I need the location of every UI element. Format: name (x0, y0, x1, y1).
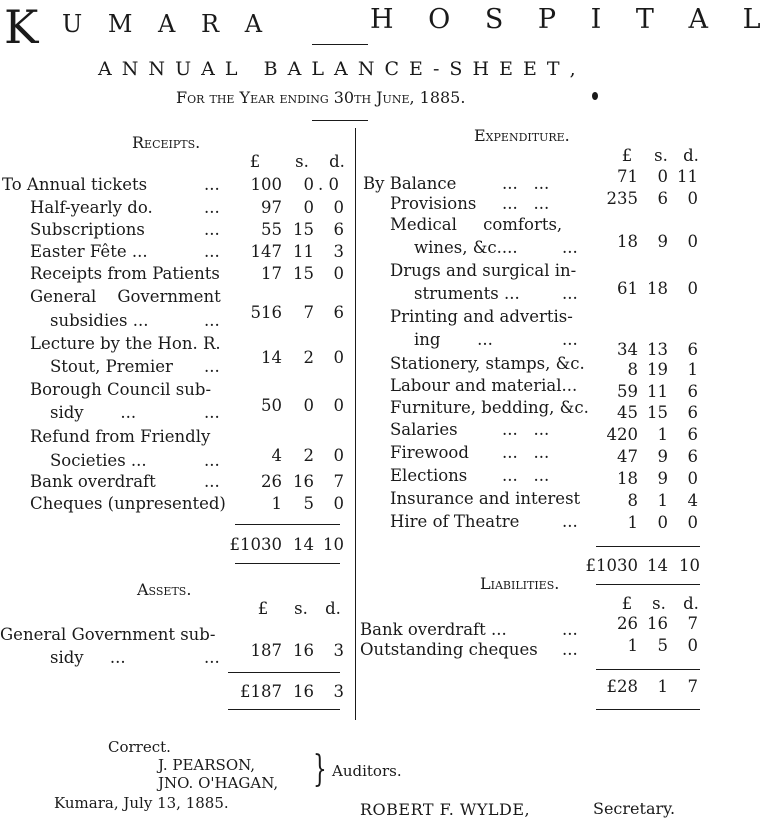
period-rule (312, 120, 368, 121)
leader-dots: ... ... (502, 174, 550, 193)
expenditure-label: Furniture, bedding, &c. (390, 398, 589, 417)
liabilities-total-shillings: 1 (657, 677, 668, 696)
receipts-total-shillings: 14 (293, 535, 314, 554)
assets-col-shillings: s. (294, 599, 308, 618)
leader-dots: ... (562, 620, 578, 639)
assets-col-pounds: £ (257, 599, 269, 618)
liabilities-total-rule-bottom (596, 709, 700, 710)
leader-dots: ... (562, 512, 578, 531)
pence-value: 6 (687, 382, 698, 401)
pounds-value: 147 (250, 242, 282, 261)
shillings-value: 16 (647, 614, 668, 633)
pounds-value: 50 (261, 396, 282, 415)
auditor-name-2: JNO. O'HAGAN, (158, 774, 279, 792)
pounds-value: 34 (617, 340, 638, 359)
secretary-name: ROBERT F. WYLDE, (360, 800, 531, 819)
liabilities-total-rule-top (596, 669, 700, 670)
leader-dots: ... (204, 311, 220, 330)
leader-dots: ... ... (502, 420, 550, 439)
pounds-value: 100 (250, 175, 282, 194)
leader-dots: ... (204, 357, 220, 376)
pounds-value: 97 (261, 198, 282, 217)
receipts-heading: Receipts. (132, 133, 201, 152)
pence-value: 6 (333, 220, 344, 239)
pounds-value: 1 (627, 636, 638, 655)
shillings-value: 1 (657, 425, 668, 444)
shillings-value: 0 (657, 513, 668, 532)
pounds-value: 187 (250, 641, 282, 660)
pence-value: 6 (687, 447, 698, 466)
leader-dots: ... (204, 242, 220, 261)
pounds-value: 18 (617, 469, 638, 488)
liabilities-heading: Liabilities. (480, 574, 560, 593)
expenditure-label: Printing and advertis- (390, 307, 573, 326)
leader-dots: ... (204, 648, 220, 667)
pence-value: 0 (333, 396, 344, 415)
shillings-value: 0 (303, 175, 314, 194)
title-word-kumara: U M A R A (62, 10, 272, 38)
shillings-value: 0 (657, 167, 668, 186)
liabilities-total-pence: 7 (687, 677, 698, 696)
assets-label-cont: sidy ... (50, 648, 126, 667)
pence-value: 7 (687, 614, 698, 633)
pounds-value: 55 (261, 220, 282, 239)
receipts-label: Bank overdraft (30, 472, 156, 491)
shillings-value: 9 (657, 447, 668, 466)
shillings-value: 9 (657, 232, 668, 251)
expenditure-total-rule-top (596, 546, 700, 547)
leader-dots: ... (562, 238, 578, 257)
expenditure-total-pence: 10 (679, 556, 700, 575)
pounds-value: 61 (617, 279, 638, 298)
expenditure-label: Provisions (390, 194, 477, 213)
leader-dots: ... (204, 472, 220, 491)
assets-label: General Government sub- (0, 625, 216, 644)
shillings-value: 19 (647, 360, 668, 379)
secretary-title: Secretary. (593, 799, 676, 818)
receipts-label: To Annual tickets (2, 175, 148, 194)
receipts-label: General Government (30, 287, 221, 306)
title-rule (312, 44, 368, 45)
expenditure-label: By Balance (363, 174, 457, 193)
document-period: For the Year ending 30th June, 1885. (176, 88, 466, 107)
expenditure-label: Stationery, stamps, &c. (390, 354, 585, 373)
pounds-value: 59 (617, 382, 638, 401)
leader-dots: ... ... (502, 443, 550, 462)
expenditure-col-pence: d. (683, 146, 699, 165)
pence-value: 0 (687, 469, 698, 488)
shillings-value: 15 (293, 220, 314, 239)
pence-value: 0 (333, 198, 344, 217)
document-subtitle: A N N U A L B A L A N C E - S H E E T , (98, 58, 578, 80)
assets-col-pence: d. (325, 599, 341, 618)
expenditure-label: Medical comforts, (390, 215, 563, 234)
expenditure-total-pounds: £1030 (585, 556, 638, 575)
shillings-value: 6 (657, 189, 668, 208)
pence-value: 0 (687, 189, 698, 208)
pounds-value: 18 (617, 232, 638, 251)
liabilities-col-pence: d. (683, 594, 699, 613)
title-word-hospital: H O S P I T A L (370, 4, 774, 35)
pence-value: 0 (687, 232, 698, 251)
pence-value: 0 (333, 446, 344, 465)
assets-total-pence: 3 (333, 682, 344, 701)
shillings-value: 7 (303, 303, 314, 322)
receipts-label-cont: subsidies ... (50, 311, 149, 330)
pounds-value: 4 (271, 446, 282, 465)
pounds-value: 14 (261, 348, 282, 367)
correct-label: Correct. (108, 738, 171, 756)
pence-value: 11 (677, 167, 698, 186)
pounds-value: 516 (250, 303, 282, 322)
shillings-value: 5 (303, 494, 314, 513)
liabilities-label: Bank overdraft ... (360, 620, 507, 639)
pounds-value: 71 (617, 167, 638, 186)
leader-dots: ... ... (502, 194, 550, 213)
receipts-total-rule-bottom (235, 563, 340, 564)
assets-total-shillings: 16 (293, 682, 314, 701)
shillings-value: 16 (293, 472, 314, 491)
receipts-label: Lecture by the Hon. R. (30, 334, 221, 353)
receipts-col-pence: d. (329, 152, 345, 171)
liabilities-total-pounds: £28 (606, 677, 638, 696)
receipts-label: Refund from Friendly (30, 427, 211, 446)
expenditure-label: Firewood (390, 443, 469, 462)
pence-value: 0 (333, 264, 344, 283)
assets-total-rule-bottom (228, 709, 340, 710)
pence-value: 6 (687, 425, 698, 444)
pence-value: 6 (687, 403, 698, 422)
leader-dots: ... (204, 175, 220, 194)
leader-dots: ... (204, 403, 220, 422)
shillings-value: 15 (293, 264, 314, 283)
shillings-value: 18 (647, 279, 668, 298)
pounds-value: 17 (261, 264, 282, 283)
shillings-value: 0 (303, 198, 314, 217)
auditor-name-1: J. PEARSON, (158, 756, 256, 774)
pence-value: 0 (333, 348, 344, 367)
expenditure-total-rule-bottom (596, 584, 700, 585)
pence-value: 0 (687, 279, 698, 298)
receipts-label: Borough Council sub- (30, 380, 212, 399)
receipts-label-cont: Societies ... (50, 451, 147, 470)
pence-value: . 0 (318, 175, 339, 194)
pounds-value: 420 (606, 425, 638, 444)
receipts-label: Subscriptions (30, 220, 145, 239)
ink-dot (592, 92, 598, 100)
receipts-label: Cheques (unpresented) (30, 494, 226, 513)
pence-value: 1 (687, 360, 698, 379)
assets-heading: Assets. (137, 580, 192, 599)
pounds-value: 45 (617, 403, 638, 422)
assets-total-rule-top (228, 672, 340, 673)
leader-dots: ... (562, 640, 578, 659)
pence-value: 3 (333, 242, 344, 261)
receipts-total-rule-top (235, 524, 340, 525)
column-divider (355, 128, 356, 720)
pence-value: 6 (333, 303, 344, 322)
expenditure-label: Hire of Theatre (390, 512, 520, 531)
auditors-label: Auditors. (332, 762, 402, 780)
receipts-col-shillings: s. (295, 152, 309, 171)
expenditure-label: Labour and material... (390, 376, 578, 395)
leader-dots: ... ... (502, 466, 550, 485)
shillings-value: 11 (647, 382, 668, 401)
expenditure-label-cont: wines, &c.... (414, 238, 518, 257)
shillings-value: 9 (657, 469, 668, 488)
expenditure-label-cont: struments ... (414, 284, 520, 303)
expenditure-col-shillings: s. (654, 146, 668, 165)
expenditure-label-cont: ing ... (414, 330, 493, 349)
leader-dots: ... (204, 451, 220, 470)
pounds-value: 26 (261, 472, 282, 491)
shillings-value: 5 (657, 636, 668, 655)
pounds-value: 8 (627, 491, 638, 510)
liabilities-label: Outstanding cheques (360, 640, 538, 659)
receipts-total-pence: 10 (323, 535, 344, 554)
receipts-label-cont: Stout, Premier (50, 357, 173, 376)
liabilities-col-shillings: s. (652, 594, 666, 613)
leader-dots: ... (562, 284, 578, 303)
shillings-value: 13 (647, 340, 668, 359)
leader-dots: ... (562, 330, 578, 349)
expenditure-label: Salaries (390, 420, 458, 439)
expenditure-heading: Expenditure. (474, 126, 570, 145)
leader-dots: ... (204, 198, 220, 217)
leader-dots: ... (204, 220, 220, 239)
pence-value: 4 (687, 491, 698, 510)
liabilities-col-pounds: £ (621, 594, 633, 613)
pence-value: 7 (333, 472, 344, 491)
pounds-value: 8 (627, 360, 638, 379)
shillings-value: 15 (647, 403, 668, 422)
pounds-value: 26 (617, 614, 638, 633)
receipts-label: Half-yearly do. (30, 198, 153, 217)
expenditure-total-shillings: 14 (647, 556, 668, 575)
pence-value: 0 (687, 636, 698, 655)
pence-value: 3 (333, 641, 344, 660)
receipts-label-cont: sidy ... (50, 403, 137, 422)
receipts-label: Receipts from Patients (30, 264, 220, 283)
receipts-label: Easter Fête ... (30, 242, 148, 261)
shillings-value: 11 (293, 242, 314, 261)
pounds-value: 235 (606, 189, 638, 208)
pounds-value: 47 (617, 447, 638, 466)
expenditure-label: Drugs and surgical in- (390, 261, 577, 280)
pence-value: 6 (687, 340, 698, 359)
pounds-value: 1 (271, 494, 282, 513)
pence-value: 0 (687, 513, 698, 532)
shillings-value: 0 (303, 396, 314, 415)
shillings-value: 2 (303, 446, 314, 465)
expenditure-col-pounds: £ (621, 146, 633, 165)
shillings-value: 16 (293, 641, 314, 660)
shillings-value: 2 (303, 348, 314, 367)
expenditure-label: Insurance and interest (390, 489, 581, 508)
title-initial: K (4, 0, 39, 54)
expenditure-label: Elections (390, 466, 468, 485)
receipts-col-pounds: £ (249, 152, 261, 171)
assets-total-pounds: £187 (240, 682, 282, 701)
pounds-value: 1 (627, 513, 638, 532)
receipts-total-pounds: £1030 (229, 535, 282, 554)
place-date: Kumara, July 13, 1885. (54, 794, 229, 812)
shillings-value: 1 (657, 491, 668, 510)
pence-value: 0 (333, 494, 344, 513)
brace-icon: } (313, 749, 327, 790)
